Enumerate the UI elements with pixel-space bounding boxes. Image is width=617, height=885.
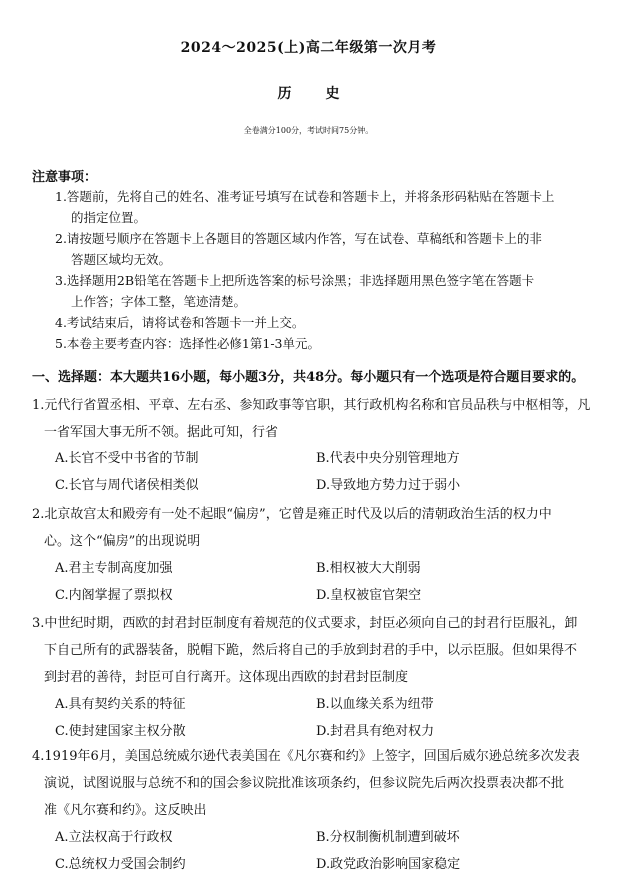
question-stem-cont: 准《凡尔赛和约》。这反映出 (44, 803, 207, 818)
option-c: C.长官与周代诸侯相类似 (55, 478, 199, 493)
question-stem-cont: 到封君的善待，封臣可自行离开。这体现出西欧的封君封臣制度 (44, 670, 409, 685)
notice-item: 5.本卷主要考查内容：选择性必修1第1-3单元。 (55, 336, 321, 351)
question-stem: 4.1919年6月，美国总统威尔逊代表美国在《凡尔赛和约》上签字，回国后威尔逊总统多次发表 (32, 749, 580, 764)
option-d: D.封君具有绝对权力 (316, 724, 435, 739)
question-stem-cont: 心。这个“偏房”的出现说明 (44, 534, 201, 549)
question-stem: 3.中世纪时期，西欧的封君封臣制度有着规范的仪式要求，封臣必须向自己的封君行臣服礼，卸 (32, 616, 578, 631)
option-a: A.立法权高于行政权 (55, 830, 173, 845)
section-heading: 一、选择题：本大题共16小题，每小题3分，共48分。每小题只有一个选项是符合题目要求的。 (32, 370, 585, 385)
exam-info: 全卷满分100分，考试时间75分钟。 (243, 126, 374, 135)
option-b: B.相权被大大削弱 (316, 561, 421, 576)
notice-item: 3.选择题用2B铅笔在答题卡上把所选答案的标号涂黑；非选择题用黑色签字笔在答题卡 (55, 273, 535, 288)
question-stem: 1.元代行省置丞相、平章、左右丞、参知政事等官职，其行政机构名称和官员品秩与中枢相等，凡 (32, 398, 591, 413)
option-d: D.皇权被宦官架空 (316, 588, 422, 603)
notice-item: 4.考试结束后，请将试卷和答题卡一并上交。 (55, 315, 305, 330)
question-stem: 2.北京故宫太和殿旁有一处不起眼“偏房”，它曾是雍正时代及以后的清朝政治生活的权力中 (32, 507, 552, 522)
option-a: A.君主专制高度加强 (55, 561, 173, 576)
notice-heading: 注意事项： (32, 170, 98, 185)
notice-item-cont: 的指定位置。 (71, 210, 147, 225)
option-d: D.政党政治影响国家稳定 (316, 857, 461, 872)
question-stem-cont: 下自己所有的武器装备，脱帽下跪，然后将自己的手放到封君的手中，以示臣服。但如果得不 (44, 643, 578, 658)
option-a: A.具有契约关系的特征 (55, 697, 186, 712)
notice-item-cont: 答题区域均无效。 (71, 252, 172, 267)
option-a: A.长官不受中书省的节制 (55, 451, 199, 466)
notice-item-cont: 上作答；字体工整，笔迹清楚。 (71, 294, 247, 309)
notice-item: 2.请按题号顺序在答题卡上各题目的答题区域内作答，写在试卷、草稿纸和答题卡上的非 (55, 231, 542, 246)
option-b: B.以血缘关系为纽带 (316, 697, 434, 712)
option-c: C.内阁掌握了票拟权 (55, 588, 173, 603)
subject-title: 历史 (277, 86, 374, 102)
option-c: C.总统权力受国会制约 (55, 857, 186, 872)
question-stem-cont: 一省军国大事无所不领。据此可知，行省 (44, 425, 279, 440)
option-c: C.使封建国家主权分散 (55, 724, 186, 739)
option-b: B.代表中央分别管理地方 (316, 451, 460, 466)
notice-item: 1.答题前，先将自己的姓名、准考证号填写在试卷和答题卡上，并将条形码粘贴在答题卡上 (55, 189, 555, 204)
exam-title: 2024～2025(上)高二年级第一次月考 (180, 40, 437, 56)
question-stem-cont: 演说，试图说服与总统不和的国会参议院批准该项条约，但参议院先后两次投票表决都不批 (44, 776, 565, 791)
option-b: B.分权制衡机制遭到破坏 (316, 830, 460, 845)
option-d: D.导致地方势力过于弱小 (316, 478, 461, 493)
